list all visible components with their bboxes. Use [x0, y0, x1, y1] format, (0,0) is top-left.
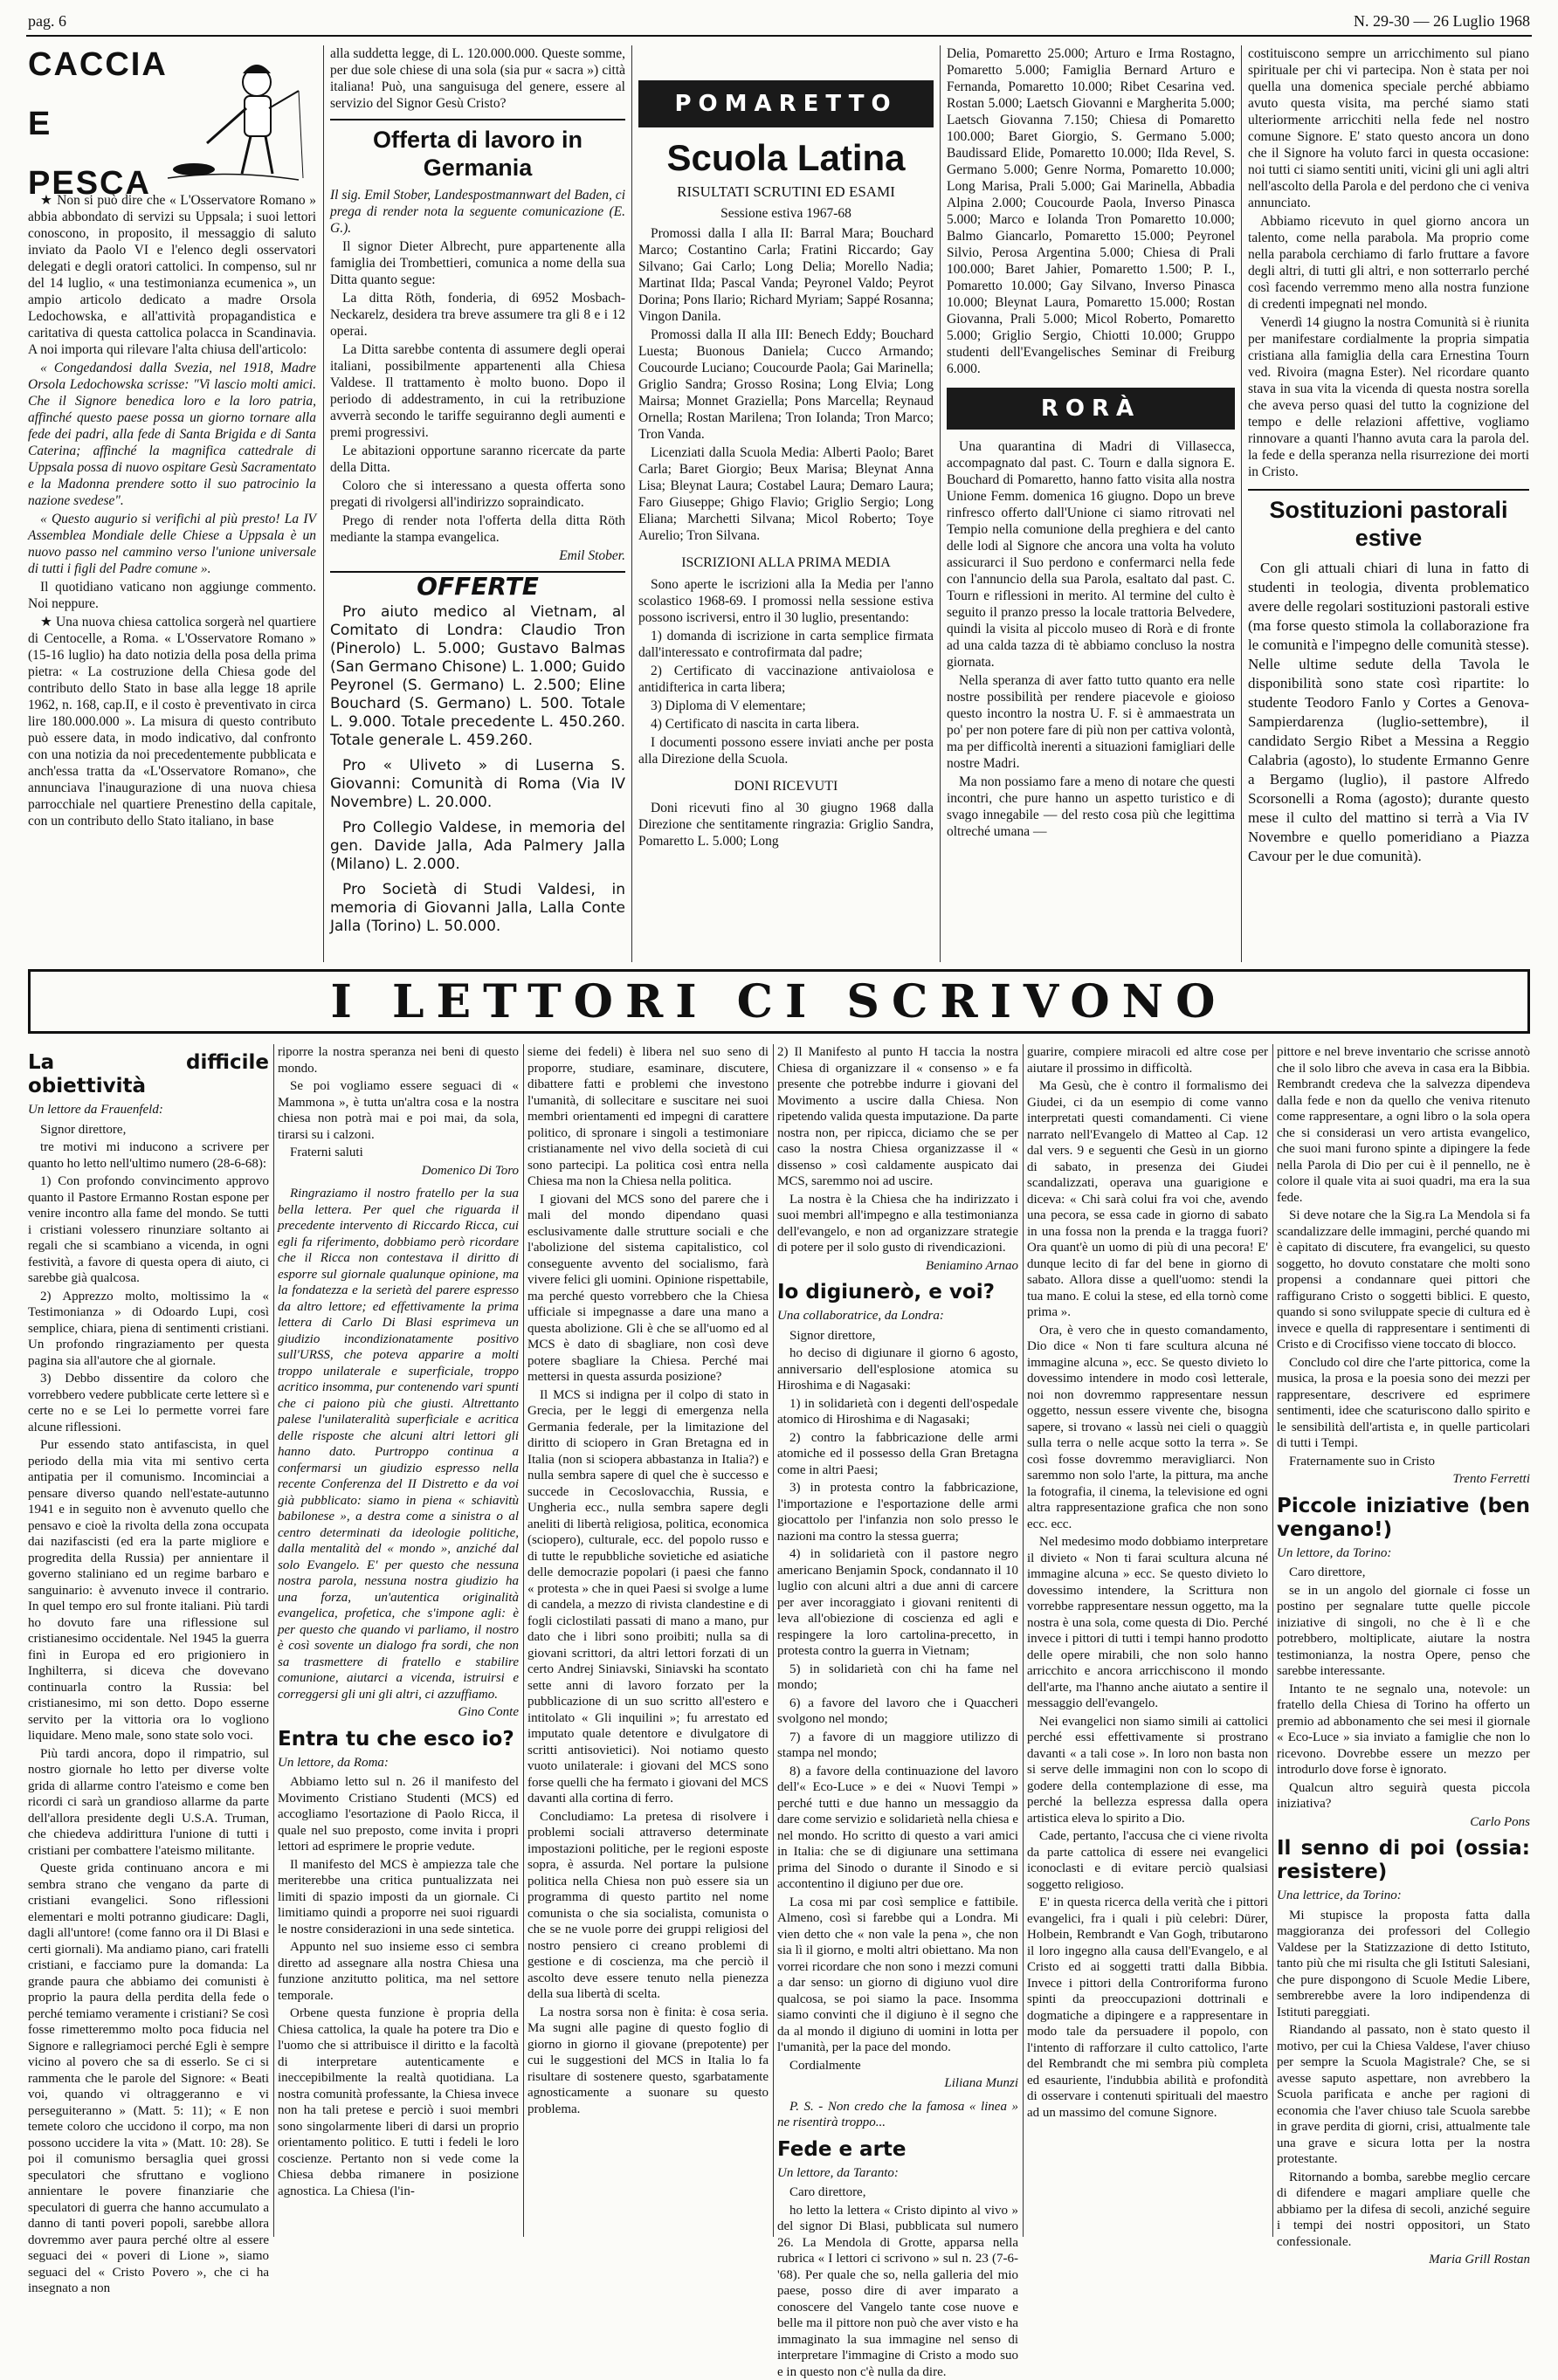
letter-title: Io digiunerò, e voi? [777, 1281, 995, 1303]
letter-column-4: 2) Il Manifesto al punto H taccia la nostra Chiesa di organizzare il « consenso » e fa presente che potrebbe indurre i giovani del Movimento a uscire dalla Chiesa. Non ripetendo valida questa imputazione. Da parte nostra non, per ripicca, diciamo che se per caso la nostra Chiesa organizzasse il « dissenso » così caldamente auspicato dai MCS, saremmo noi ad uscire. La nostra è la Chiesa che ha indirizzato i suoi membri all'impegno e alla testimonianza dell'evangelo, e non ad organizzare strategie di potere per il solo gusto di rivendicazioni. Beniamino Arnao Io digiunerò, e voi? Una collaboratrice, da Londra: Signor direttore, ho deciso di digiunare il giorno 6 agosto, anniversario dell'esplosione atomica su Hiroshima e di Nagasaki: 1) in solidarietà con i degenti dell'ospedale atomico di Hiroshima e di Nagasaki; 2) contro la fabbricazione delle armi atomiche ed il possesso della Gran Bretagna come in altri Paesi; 3) in protesta contro la fabbricazione, l'importazione e l'esportazione delle armi giocattolo per l'infanzia non solo presso le nazioni ma contro la stessa guerra; 4) in solidarietà con il pastore negro americano Benjamin Spock, condannato il 10 luglio con alcuni altri a due anni di carcere per aver incoraggiato i giovani renitenti di leva all'obiezione di coscienza ed agli e respingere la loro cartolina-precetto, in protesta contro la guerra in Vietnam; 5) in solidarietà con chi ha fame nel mondo; 6) a favore del lavoro che i Quaccheri svolgono nel mondo; 7) a favore di un maggiore utilizzo di stampa nel mondo; 8) a favore della continuazione del lavoro dell'« Eco-Luce » e dei « Nuovi Tempi » perché tutti e due hanno un messaggio da dare come servizio e solidarietà nella chiesa e nel mondo. Ho scritto di questo a vari amici in Italia: che se di digiunare una settimana prima del Sinodo o durante il Sinodo e si accontentino il digiuno per due ore. La cosa mi par così semplice e fattibile. Almeno, così si farebbe qui a Londra. Mi vien detto che « non vale la pena », che non sia lì il giorno, e molti altri obiettano. Ma non vorrei ricordare che non sono i mezzi comuni a dar senso: un giorno di digiuno vuol dire qualcosa, se poi siamo la pace. Insomma siamo convinti che il digiuno è il segno che da al mondo il digiuno di uomini in lotta per l'umanità, per la pace del mondo. Cordialmente Liliana Munzi P. S. - Non credo che la famosa « linea » ne risentirà troppo... Fede e arte Un lettore, da Taranto: Caro direttore, ho letto la lettera « Cristo dipinto al vivo » del signor Di Blasi, pubblicata sul numero 26. La Mendola di Grotte, apparsa nella rubrica « I lettori ci scrivono » sul n. 23 (7-6-'68). Per quale che so, nella galleria del mio paese, posso dire di aver imparato a conoscere del Vangelo tante cose nuove e belle ma il pittore non può che aver visto e ha immaginato la sua immagine nel senso di interpretare l'immagine di Cristo a modo suo e in questo non c'è nulla da dire. [777, 1045, 1018, 2379]
letter-title: Fede e arte [777, 2137, 907, 2161]
letter-title: Il senno di poi (ossia: resistere) [1277, 1837, 1530, 1883]
lettori-banner: I LETTORI CI SCRIVONO [28, 969, 1530, 1034]
rora-banner: RORÀ [947, 388, 1235, 430]
pomaretto-column: POMARETTO Scuola Latina RISULTATI SCRUTINI ED ESAMI Sessione estiva 1967-68 Promossi dalla I alla II: Barral Mara; Bouchard Marco; Costantino Carla; Fratini Riccardo; Gay Silvano; Gai Carlo; Long Delia; Morello Nadia; Martinat Ilda; Pascal Vanda; Peyronel Valdo; Peyrot Dorina; Pons Ilario; Richard Myriam; Sappé Rosanna; Vingon Danila. Promossi dalla II alla III: Benech Eddy; Bouchard Luesta; Buonous Daniela; Cucco Armando; Coucourde Luciano; Coucourde Paola; Gai Marinella; Griglio Sandra; Grosso Rosina; Long Elvia; Long Mairsa; Monnet Graziella; Pons Marcella; Reynaud Ornella; Rostan Marilena; Tron Iolanda; Tron Marco; Tron Vanda. Licenziati dalla Scuola Media: Alberti Paolo; Baret Carla; Baret Giorgio; Beux Marisa; Bleynat Anna Lisa; Bleynat Laura; Costabel Laura; Demaro Laura; Faro Giuseppe; Ghigo Flavio; Griglio Sergio; Long Eliana; Marchetti Silvana; Micol Roberto; Toye Aurelio; Tron Silvana. ISCRIZIONI ALLA PRIMA MEDIA Sono aperte le iscrizioni alla Ia Media per l'anno scolastico 1968-69. I promossi nella sessione estiva possono iscriversi, entro il 30 luglio, presentando: 1) domanda di iscrizione in carta semplice firmata dall'interessato e controfirmata dal padre; 2) Certificato di vaccinazione antivaiolosa e antidifterica in carta libera; 3) Diploma di V elementare; 4) Certificato di nascita in carta libera. I documenti possono essere inviati anche per posta alla Direzione della Scuola. DONI RICEVUTI Doni ricevuti fino al 30 giugno 1968 dalla Direzione che sentitamente ringrazia: Griglio Sandra, Pomaretto L. 5.000; Long [638, 45, 934, 964]
letter-column-6: pittore e nel breve inventario che scrisse annotò che il solo libro che aveva in casa era la Bibbia. Rembrandt credeva che la salvezza dipendeva dalla fede e non da quello che veniva ritenuto come rappresentare, a ogni libro o la sola opera che si considerasi un vero artista evangelico, che suoi mani furono spinte a dipingere la fede nella Parola di Dio per cui è il pennello, ne è colore il quale vita ai suoi quadri, ma era la sua fede. Si deve notare che la Sig.ra La Mendola si fa scandalizzare delle immagini, perché quando mi è capitato di discutere, fra evangelici, su questo soggetto, ho dovuto constatare che molti sono propensi a condannare quei pittori che raffigurano Cristo o soggetti biblici. E questo, quando si sono sviluppate specie di cultura ed è invece e quella di rappresentare i sentimenti di Cristo e di Crocifisso viene toccato di blocco. Concludo col dire che l'arte pittorica, come la musica, la prosa e la poesia sono dei mezzi per rappresentare, descrivere ed esprimere sentimenti, idee che scaturiscono dallo spirito e le sensibilità dell'artista e, in quelle particolari di tutti i Tempi. Fraternamente suo in Cristo Trento Ferretti Piccole iniziative (ben vengano!) Un lettore, da Torino: Caro direttore, se in un angolo del giornale ci fosse un postino per segnalare tutte quelle piccole iniziative di singoli, no che è lì e che potrebbero, moltiplicate, aiutare la nostra testimonianza, la nostra Opere, penso che sarebbe interessante. Intanto te ne segnalo una, notevole: un fratello della Chiesa di Torino ha offerto un premio ad abbonamento che sei mesi il giornale « Eco-Luce » sia inviato a famiglie che non lo ricevono. Dovrebbe essere un mezzo per introdurlo dove forse è ignorato. Qualcun altro seguirà questa piccola iniziativa? Carlo Pons Il senno di poi (ossia: resistere) Una lettrice, da Torino: Mi stupisce la proposta fatta dalla maggioranza dei professori del Collegio Valdese per la Statizzazione di detto Istituto, tanto più che mi risulta che gli Istituti Salesiani, che pure dispongono di Scuole Medie Libere, sembrerebbe avere la loro indipendenza di Istituti pareggiati. Riandando al passato, non è stato questo il motivo, per cui la Chiesa Valdese, l'aver chiuso per sempre la Scuola Magistrale? Che, se si avesse saputo aspettare, non avrebbero la Scuola parificata e anche per ragioni di economia che l'aver chiuso tale Scuola sarebbe in grave perdita di giorni, crisi, attualmente tale una grave e sicura lotta per la nostra protestante. Ritornando a bomba, sarebbe meglio cercare di difendere e magari ampliare quelle che abbiamo per la difesa di secoli, anziché seguire i tempi dei nostri oppositori, un Stato confessionale. Maria Grill Rostan [1277, 1045, 1530, 2267]
issue-date: N. 29-30 — 26 Luglio 1968 [1354, 12, 1530, 30]
letter-difficile-obiettivita: La difficile obiettività Un lettore da Frauenfeld: Signor direttore, tre motivi mi inducono a scrivere per quanto ho letto nell'ultimo numero (28-6-68): 1) Con profondo convincimento approvo quanto il Pastore Ermanno Rostan espone per venire incontro alla fame del mondo. Se tutti i cristiani volessero rinunziare soltanto ai regali che si scambiano a vicenda, in ogni festività, a favore di questa opera di aiuto, ci sarebbe già qualcosa. 2) Apprezzo molto, moltissimo la « Testimonianza » di Odoardo Lupi, così semplice, chiara, piena di sentimenti cristiani. Un profondo ringraziamento per questa pagina sia all'autore che al giornale. 3) Debbo dissentire da coloro che vorrebbero vedere pubblicate certe lettere sì e certe no e se Lei lo permette vorrei fare alcune riflessioni. Pur essendo stato antifascista, in quel periodo della mia vita mi sentivo certa antipatia per il comunismo. Incominciai a pensare diverso quando nell'estate-autunno 1941 e in seguito non è avvenuto quello che pensavo e cioè la rivolta della zona occupata dai nazifascisti (ed era la parte migliore e progredita della Russia) per annientare il governo staliniano ed un regime barbaro e sanguinario: è avvenuto invece il contrario. In quel tempo ero sul fronte italiani. Più tardi ho dovuto fare una riflessione sul cristianesimo occidentale. Nel 1945 la guerra finì in Europa ed ero prigioniero in Inghilterra, si diceva che dovevano continuarla contro la Russia: bel cristianesimo, mi son detto. Dopo esserne servito per la vittoria ora lo vogliono liquidare. Meno male, sono state solo voci. Più tardi ancora, dopo il rimpatrio, sul nostro giornale ho letto per diverse volte grida di allarme contro l'ateismo e come ben ricordi ci sarà un grandioso allarme da parte dell'allora presidente degli U.S.A. Truman, che chiedeva addirittura l'unione di tutti i cristiani per combattere l'ateismo militante. Queste grida continuano ancora e mi sembra strano che vengano da parte di cristiani evangelici. Sono riflessioni elementari e molti potranno giudicare: Dagli, dagli all'untore! (come fanno ora il Di Blasi e certi giornali). Ma andiamo piano, cari fratelli cristiani, e facciamo pure la domanda: La grande paura che abbiamo dei comunisti è proprio la paura della perdita della fede o perché temiamo veramente i cristiani? Se così fosse rimetteremmo molto poca fiducia nel Signore e rallegriamoci perché Egli è sempre vicino al povero che sa di esserlo. Se ci si rammenta che le parole del Signore: « Beati voi, quando vi oltraggeranno e vi perseguiteranno » (Matt. 5: 11); « E non temete coloro che uccidono il corpo, ma non possono uccidere la vita » (Matt. 10: 28). Se poi il comunismo bersaglia quei grossi speculatori che sfruttano e vogliono annientare le povere finanziarie che speculatori di guerra che hanno accumulato a danno di tanti poveri popoli, sarebbe allora dovremmo aver paura perché oltre al essere seguaci dei « poveri di Lione », siamo seguaci del « Cristo Povero », che ci ha insegnato a non [28, 1051, 269, 2295]
offerte-title: OFFERTE [417, 572, 539, 601]
sostituzioni-column: costituiscono sempre un arricchimento sul piano spirituale per chi vi partecipa. Non è stata per noi quella una domenica speciale perché abbiamo avuto questa visita, ma perché siamo stati ulteriormente arricchiti nella fede nel nostro comune Signore. E' stato questo ancora un dono che il Signore ha voluto farci in questa occasione: noi tutti ci siamo sentiti uniti, vicini gli uni agli altri nell'ascolto della Parola e del perdono che ci veniva annunciato. Abbiamo ricevuto in quel giorno ancora un talento, come nella parabola. Ma proprio come nella parabola cerchiamo di farlo fruttare a favore degli altri, di tutti gli altri, e non sotterrarlo perché così facendo verremmo meno alla nostra funzione di credenti impegnati nel mondo. Venerdì 14 giugno la nostra Comunità si è riunita per manifestare cordialmente la propria simpatia cristiana alla famiglia della cara Ernestina Tourn ved. Rivoira (magna Ester). Nel ricordare quanto stava in sua vita la vicenda di questa nostra sorella che aveva perso quasi del tutto la cognizione del tempo e delle relazioni affettive, vogliamo rinnovare a quanti l'hanno avuta cara la parola del. la fede e della speranza nella risurrezione dei morti in Cristo. Sostituzioni pastorali estive Con gli attuali chiari di luna in fatto di studenti in teologia, diventa problematico avere delle regolari sostituzioni pastorali estive (ma forse questo stimola la collaborazione fra le comunità e l'impegno delle comunità stesse). Nelle ultime sedute della Tavola le disponibilità sono state così ripartite: lo studente Teodoro Fanlo y Cortes a Genova-Sampierdarenza (luglio-settembre), il candidato Sergio Ribet a Messina a Reggio Calabria (agosto), lo studente Ermanno Genre a Bergamo (luglio), il pastore Alfredo Scorsonelli a Roma (agosto); durante questo mese il culto del mattino si terrà a Via IV Novembre e quello pomeridiano a Piazza Cavour per le due comunità). [1248, 46, 1529, 864]
caccia-pesca-column: CACCIA E PESCA ★ Non si può dire che « L'Osservatore Romano » abbia abbondato di servizi su Uppsala; i suoi lettori conoscono, in proposito, il messaggio di saluto inviato da Paolo VI e l'elenco degli osservatori delegati e degli oratori cattolici. In compenso, sul nr del 14 luglio, « una testimonianza ecumenica », un ampio articolo dedicato a madre Orsola Ledochowska, e all'attività propagandistica e caritativa di questa cattolica polacca in Scandinavia. A noi importa qui rilevare l'alta chiusa dell'articolo: « Congedandosi dalla Svezia, nel 1918, Madre Orsola Ledochowska scrisse: "Vi lascio molti amici. Che il Signore benedica loro e la loro patria, affinché questo paese possa un giorno tornare alla fede dei padri, alla fede di Santa Brigida e di Santa Caterina; affinché la magnifica cattedrale di Uppsala possa di nuovo ospitare Gesù Sacramentato e la Madonna prendere sotto il suo patrocinio la nazione svedese". « Questo augurio si verifichi al più presto! La IV Assemblea Mondiale delle Chiese a Uppsala è un nuovo passo nel cammino verso l'unione universale di tutti i figli del Padre comune ». Il quotidiano vaticano non aggiunge commento. Noi neppure. ★ Una nuova chiesa cattolica sorgerà nel quartiere di Centocelle, a Roma. « L'Osservatore Romano » (15-16 luglio) ha dato notizia della posa della prima pietra: « La costruzione della Chiesa gode del contributo dello Stato in base alla legge 18 aprile 1962, n. 168, cap.II, e il costo è preventivato in circa lire 180.000.000 ». La misura di questo contributo può essere data, in modo indicativo, dal confronto con una notizia da noi precedentemente pubblicata e anch'essa tratta da «L'Osservatore Romano», che annunciava l'inaugurazione di una nuova chiesa parrocchiale nel quartiere Prenestino della capitale, con un contributo dello Stato italiano, in base [28, 46, 316, 829]
column-divider [1272, 1044, 1273, 2237]
column-divider [273, 1044, 274, 2237]
letter-column-2: riporre la nostra speranza nei beni di questo mondo. Se poi vogliamo essere seguaci di « Mammona », è tutta un'altra cosa e la nostra chiesa non potrà mai e poi mai, da sola, tirarsi su i calzoni. Fraterni saluti Domenico Di Toro Ringraziamo il nostro fratello per la sua bella lettera. Per quel che riguarda il precedente intervento di Riccardo Ricca, cui egli fa riferimento, dobbiamo però ricordare che il Ricca non contestava il diritto di esporre sul giornale qualunque opinione, ma la fondatezza e la serietà del parere espresso da altro lettore; ed effettivamente la prima lettera di Carlo Di Blasi esprimeva un giudizio incondizionatamente positivo sull'URSS, che poteva apparire a molti troppo unilaterale e superficiale, troppo acritico insomma, pur contenendo vari spunti che ci paiono più che giusti. Altrettanto palese l'unilateralità superficiale e acritica delle risposte che alcuni altri lettori gli hanno dato. Purtroppo continua a confermarsi un giudizio espresso nella recente Conferenza del II Distretto e da voi già pubblicato: siamo in piena « schiavitù babilonese », a destra come a sinistra o al centro determinati da ideologie politiche, dalla mentalità del « mondo », anziché dal solo Evangelo. E' per questo che nessuna nostra parola, nessuna nostra giudizio ha una forza, un'autentica originalità evangelica, profetica, che s'impone agli: è per questo che quando vi parliamo, il nostro è così sovente un dialogo fra sordi, che non sa trasmettere di fratello e stabilire comunione, aiutarci a vicenda, istruirsi e correggersi gli uni gli altri, ci azzuffiamo. Gino Conte Entra tu che esco io? Un lettore, da Roma: Abbiamo letto sul n. 26 il manifesto del Movimento Cristiano Studenti (MCS) ed accogliamo l'esortazione di Paolo Ricca, il quale nel suo preposto, come invita i propri lettori ad esprimere le proprie vedute. Il manifesto del MCS è ampiezza tale che meriterebbe una critica puntualizzata nei limiti di spazio imposti da un giornale. Ci limitiamo quindi a proporre nei suoi riguardi le nostre considerazioni in una sede sintetica. Appunto nel suo insieme esso ci sembra diretto ad assegnare alla nostra Chiesa una funzione anzitutto politica, ma nel settore temporale. Orbene questa funzione è propria della Chiesa cattolica, la quale ha potere tra Dio e l'uomo che si attribuisce il diritto e la facoltà di interpretare autenticamente e ineccepibilmente la realtà quotidiana. La nostra comunità professante, la Chiesa invece non ha tali pretese e perciò i suoi membri sono singolarmente liberi di darsi un proprio orientamento politico. E tutti i fedeli le loro coscienze. Pertanto non si vede come la Chiesa debba rimanere in posizione agnostica. La Chiesa (l'in- [278, 1045, 519, 2198]
hunter-illustration-icon [159, 47, 307, 187]
page-number: pag. 6 [28, 12, 66, 30]
column-divider [523, 1044, 524, 2237]
scuola-latina-title: Scuola Latina [666, 137, 906, 178]
letter-title: Piccole iniziative (ben vengano!) [1277, 1494, 1530, 1541]
letter-title: Entra tu che esco io? [278, 1727, 514, 1751]
letter-column-3: sieme dei fedeli) è libera nel suo seno di proporre, studiare, esaminare, discutere, dibattere fatti e problemi che investono l'umanità, di sollecitare e suscitare nei suoi membri orientamenti ed impegni di carattere politico, di spronare i singoli a testimoniare cristianamente nel vivo della società di cui sono partecipi. La politica così entra nella Chiesa ma non la Chiesa nella politica. I giovani del MCS sono del parere che i mali del mondo dipendano quasi esclusivamente dalle strutture sociali e che l'abolizione del sistema capitalistico, col conseguente avvento del socialismo, farà vivere felici gli uomini. Opinione rispettabile, ma perché questo vorrebbero che la Chiesa ufficiale si impegnasse a dare una mano a questa abolizione. Gli è che se all'uomo ed al MCS è dato di sbagliare, non così deve potere sbagliare la Chiesa. Perché mai mettersi in questa assurda posizione? Il MCS si indigna per il colpo di stato in Grecia, per le leggi di emergenza nella Germania federale, per la limitazione del diritto di sciopero in Gran Bretagna ed in Italia (non si sciopera abbastanza in Italia?) e nulla sembra sapere di quel che è successo e succede in Cecoslovacchia, Russia, e Ungheria ecc., nulla sembra sapere degli aneliti di libertà religiosa, politica, economica (sciopero), culturale, ecc. del popolo russo e di tutte le repubbliche sovietiche ed asiatiche delle democrazie popolari (i paesi che fanno « protesta » che in quei Paesi si svolge a lume di candela, a mezzo di rivista clandestine e di fogli ciclostilati passati di mano a mano, pur dato che i libri sono proibiti; nulla sa di giovani scrittori, da altri lettori forzati di un certo Andrej Siniavski, Siniavski ha scontato sette anni di lavoro forzato per la pubblicazione di un suo scritto all'estero e intitolato « Gli inquilini »; fu arrestato ed imputato quale detentore e divulgatore di scritti antisovietici). Noi notiamo questo vuoto unilaterale: i giovani del MCS sono forse quelli che ha fermato i giovani del MCS davanti alla cortina di ferro. Concludiamo: La pretesa di risolvere i problemi sociali attraverso determinate impostazioni politiche, per le regioni esposte sopra, è assurda. Nel portare la pulsione politica nella Chiesa non può essere sia un programma di questo partito nel nome comunista o che sia socialista, comunista o che se ne vuole porre dei gruppi religiosi del nostro pensiero ci creano problemi di gestione e di coscienza, ma che perciò il ascolto deve essere tenuto nella pienezza della sua libertà di scelta. La nostra sorsa non è finita: è cosa seria. Ma sugni alle pagine di questo foglio di giorno in giorno il giovane (prepotente) per cui le suggestioni del MCS in Italia lo fa risultare di sostenere questo, sgarbatamente agnosticamente a suonare su questo problema. [527, 1045, 769, 2116]
top-rule [26, 35, 1532, 37]
column-divider [1241, 45, 1242, 962]
offerta-title: Offerta di lavoro in Germania [372, 127, 583, 181]
column-divider [631, 45, 632, 962]
pomaretto-banner: POMARETTO [638, 80, 934, 127]
rora-column: Delia, Pomaretto 25.000; Arturo e Irma Rostagno, Pomaretto 5.000; Famiglia Bernard Arturo e Fernanda, Pomaretto 10.000; Ribet Cesarina ved. Rostan 5.000; Laetsch Giovanni e Margherita 5.000; Laetsch Giovanna 7.150; Chiesa di Pomaretto 100.000; Baret Giorgio, S. Germano 5.000; Baudissard Elide, Pomaretto 10.000; Ilda Revel, S. Germano 5.000; Genre Norma, Pomaretto 10.000; Long Marisa, Prali 5.000; Gai Marinella, Abbadia Alpina 2.000; Coucourde Paola, Inverso Pinasca 5.000; Marco e Iolanda Tron Pomaretto 10.000; Balmo Giancarlo, Pomaretto 15.000; Peyronel Silvio, Perosa Argentina 5.000; Chiesa di Prali 100.000; Baret Jahier, Pomaretto 1.500; P. I., Pomaretto 10.000; Gay Silvano, Inverso Pinasca 10.000; Bleynat Laura, Pomaretto 15.000; Rostan Giovanna, Prali 5.000; Micol Roberto, Pomaretto 5.000; Griglio Sergio, Chiotti 10.000; Gruppo studenti dell'Evangelisches Seminar di Freiburg 6.000. RORÀ Una quarantina di Madri di Villasecca, accompagnato dal past. C. Tourn e dalla signora E. Bouchard di Pomaretto, hanno fatto visita alla nostra Unione Femm. domenica 16 giugno. Dopo un breve rinfresco offerto dall'Unione ci siamo ritrovati nel Tempio nella comunione della preghiera e del canto delle lodi al Signore che ancora una volta ha voluto assicurarci il Suo perdono e confermarci nella fede con l'annuncio della sua Parola, esaltato dal past. C. Tourn e riflessioni in merito. Al termine del culto è seguito il pranzo presso la locale trattoria Belvedere, quindi la visita al piccolo museo di Rorà e di fronte ad una calda tazza di tè abbiamo concluso la nostra giornata. Nella speranza di aver fatto tutto quanto era nelle nostre possibilità per rendere piacevole e gioioso questo incontro la nostra U. F. si è ammaestrata un po' per non potere fare di più non per cattiva volontà, ma per difficoltà inerenti a situazioni famigliari delle nostre Madri. Ma non possiamo fare a meno di notare che questi incontri, che pure hanno un aspetto turistico e di svago innegabile — del resto cosa più che legittima oltreché umana — [947, 46, 1235, 839]
letter-column-5: guarire, compiere miracoli ed altre cose per aiutare il prossimo in difficoltà. Ma Gesù, che è contro il formalismo dei Giudei, ci da un esempio di come vanno interpretati questi comandamenti. Ci viene narrato nell'Evangelo di Matteo al Cap. 12 dal vers. 9 e seguenti che Gesù in un giorno di sabato, in presenza dei Giudei scandalizzati, operava una guarigione e diceva: « Chi sarà colui fra voi che, avendo una pecora, se essa cade in giorno di sabato in una fossa non la prenda e la tragga fuori? Ora quant'è un uomo di più di una pecora! E' dunque lecito di far del bene in giorno di sabato. Allora disse a quell'uomo: stendi la tua mano. E colui la stese, ed ella tornò come prima ». Ora, è vero che in questo comandamento, Dio dice « Non ti fare scultura alcuna né immagine alcuna », ecc. Se questo divieto lo dovessimo intendere in modo così letterale, noi non dovremmo rappresentare nessun oggetto, nessun essere vivente che, bisogna sapere, si trovano « lassù nei cieli o quaggiù sulla terra o nelle acque sotto la terra ». Se così fosse dovremmo meravigliarci. Non saremmo non solo l'arte, la pittura, ma anche la fotografia, il cinema, la televisione ed ogni altra rappresentazione grafica che non sono ecc. ecc. Nel medesimo modo dobbiamo interpretare il divieto « Non ti farai scultura alcuna né immagine alcuna » ecc. Se questo divieto lo dovessimo intendere, la Scrittura non vorrebbe rappresentare nessun oggetto, ma la nostra è una sola, come questa di Dio. Perché invece i pittori di tutti i tempi hanno prodotto delle opere mirabili, che non solo hanno arricchito e ancora arricchiscono il mondo dell'arte, ma l'hanno anche aiutato a sentire il messaggio dell'evangelo. Nei evangelici non siamo simili ai cattolici perché essi effettivamente si prostrano davanti « a tali cose ». In loro non basta non si serve delle immagini non con lo scopo di godere della contemplazione di esse, ma perché la bellezza espressa dalla opera artistica eleva lo spirito a Dio. Cade, pertanto, l'accusa che ci viene rivolta da parte cattolica di essere nei evangelici iconoclasti e di evitare perciò qualsiasi soggetto religioso. E' in questa ricerca della verità che i pittori evangelici, fra i quali i più celebri: Dürer, Holbein, Rembrandt e Van Gogh, tributarono il loro ingegno alla causa dell'Evangelo, e al Cristo ed ai soggetti tratti dalla Bibbia. Invece i pittori della Controriforma furono spinti da preoccupazioni dottrinali e dogmatiche a dipingere e a rappresentare in modo tale da persuadere il popolo, con l'intento di rafforzare il culto cattolico, l'arte del Rembrandt che mi sembra più completa ed esauriente, l'indubbia abilità e profondità di osservare i contenuti spirituali del maestro ad un massimo del comune Signore. [1027, 1045, 1268, 2120]
column-divider [323, 45, 324, 962]
column-divider [773, 1044, 774, 2237]
column-divider [1023, 1044, 1024, 2237]
column-divider [940, 45, 941, 962]
letter-title: La difficile obiettività [28, 1051, 269, 1097]
offerta-column: alla suddetta legge, di L. 120.000.000. Queste somme, per due sole chiese di una sola (sia pur « sacra ») città italiana! Può, una sanguisuga del genere, essere al servizio del Signor Gesù Cristo? Offerta di lavoro in Germania Il sig. Emil Stober, Landespostmannwart del Baden, ci prega di render nota la seguente comunicazione (E. G.). Il signor Dieter Albrecht, pure appartenente alla famiglia dei Trombettieri, comunica a nome della sua Ditta quanto segue: La ditta Röth, fonderia, di 6952 Mosbach-Neckarelz, desidera tra breve assumere tra gli 8 e i 12 operai. La Ditta sarebbe contenta di assumere degli operai italiani, possibilmente appartenenti alla Chiesa Valdese. Il trattamento è molto buono. Dopo il periodo di addestramento, in cui la retribuzione avverrà secondo le tariffe seguiranno degli aumenti e premi progressivi. Le abitazioni opportune saranno ricercate da parte della Ditta. Coloro che si interessano a questa offerta sono pregati di rivolgersi all'indirizzo sopraindicato. Prego di render nota l'offerta della ditta Röth mediante la stampa evangelica. Emil Stober. OFFERTE Pro aiuto medico al Vietnam, al Comitato di Londra: Claudio Tron (Pinerolo) L. 5.000; Gustavo Balmas (San Germano Chisone) L. 1.000; Guido Peyronel (S. Germano) L. 2.500; Eline Bouchard (S. Germano) L. 500. Totale L. 9.000. Totale precedente L. 450.260. Totale generale L. 459.260. Pro « Uliveto » di Luserna S. Giovanni: Comunità di Roma (Via IV Novembre) L. 20.000. Pro Collegio Valdese, in memoria del gen. Davide Jalla, Ada Palmery Jalla (Milano) L. 2.000. Pro Società di Studi Valdesi, in memoria di Giovanni Jalla, Lalla Conte Jalla (Torino) L. 50.000. [330, 46, 625, 935]
caccia-title: CACCIA E PESCA [28, 46, 168, 202]
sostituzioni-title: Sostituzioni pastorali estive [1269, 497, 1508, 551]
